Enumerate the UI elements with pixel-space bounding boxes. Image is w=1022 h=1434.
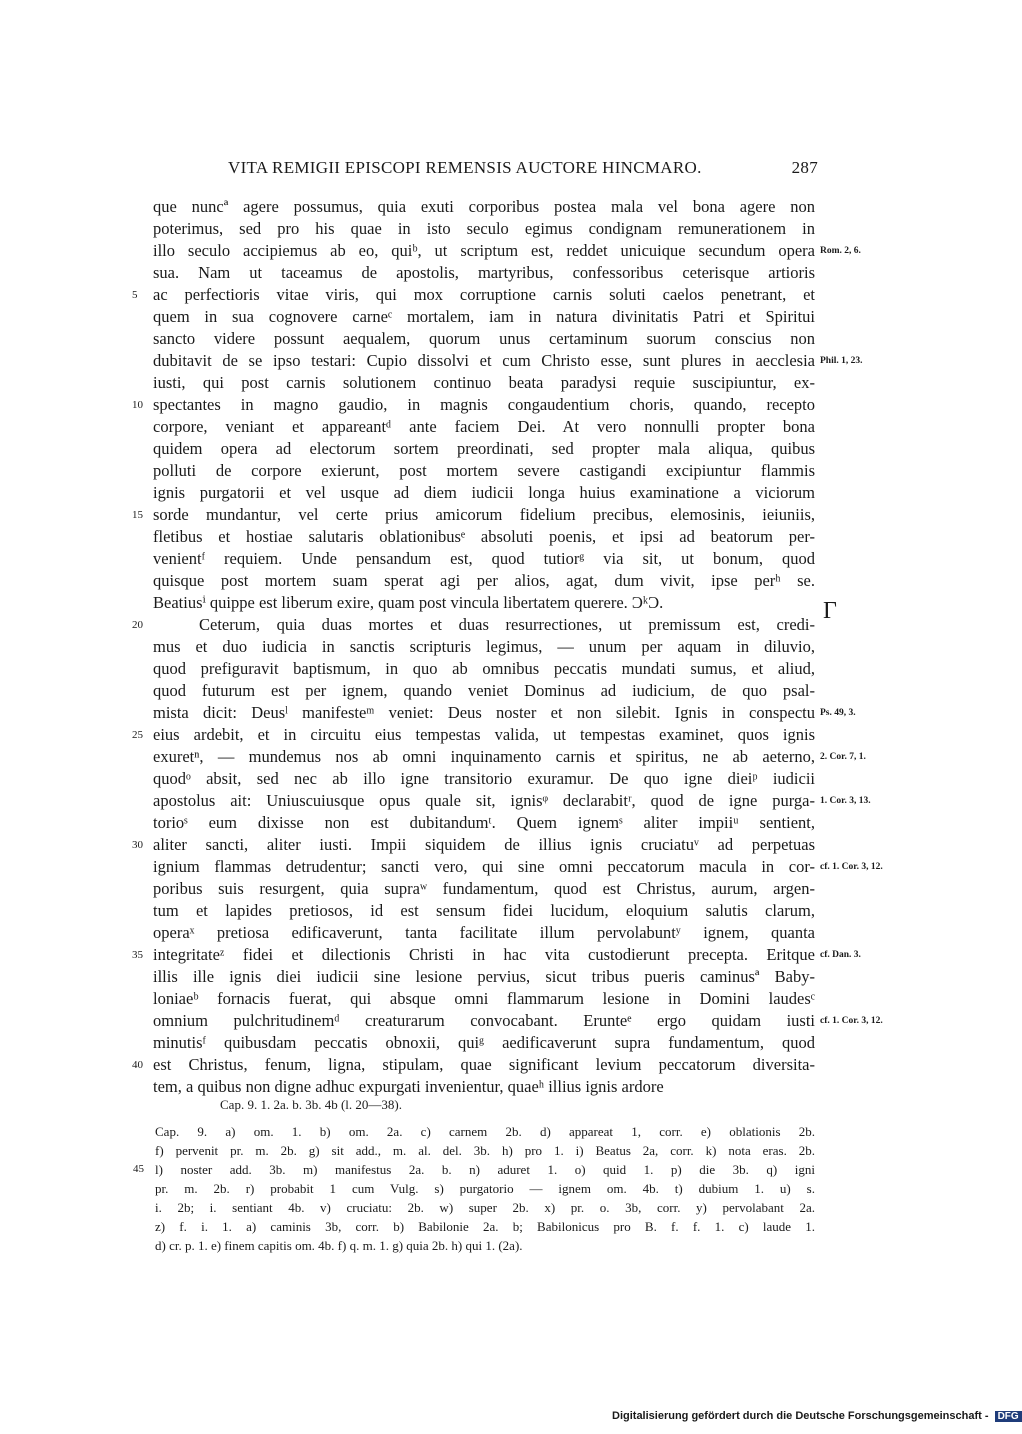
text-line: Beatiusⁱ quippe est liberum exire, quam post vincula libertatem querere. ϽᵏϽ. xyxy=(153,593,664,612)
text-line: operaˣ pretiosa edificaverunt, tanta facilitate illum pervolabuntʸ ignem, quanta xyxy=(153,923,815,942)
text-line: poribus suis resurgent, quia supraʷ fundamentum, quod est Christus, aurum, argen- xyxy=(153,879,815,898)
footnote-line: l) noster add. 3b. m) manifestus 2a. b. n) aduret 1. o) quid 1. p) die 3b. q) igni xyxy=(155,1162,815,1177)
footnote-line: z) f. i. 1. a) caminis 3b, corr. b) Babilonie 2a. b; Babilonicus pro B. f. f. 1. c) laude 1. xyxy=(155,1219,815,1234)
text-line: sorde mundantur, vel certe prius amicorum fidelium precibus, elemosinis, ieiuniis, xyxy=(153,505,815,524)
margin-reference: cf. Dan. 3. xyxy=(820,950,861,960)
text-line: omnium pulchritudinemᵈ creaturarum convocabant. Erunteᵉ ergo quidam iusti xyxy=(153,1011,815,1030)
text-line: est Christus, fenum, ligna, stipulam, quae significant levium peccatorum diversita- xyxy=(153,1055,815,1074)
text-line: illis ille ignis diei iudicii sine lesione pervius, sicut tribus pueris caminusª Baby- xyxy=(153,967,815,986)
text-line: corpore, veniant et appareantᵈ ante faciem Dei. At vero nonnulli propter bona xyxy=(153,417,815,436)
text-line: torioˢ eum dixisse non est dubitandumᵗ. Quem ignemˢ aliter impiiᵘ sentient, xyxy=(153,813,815,832)
text-line: apostolus ait: Uniuscuiusque opus quale sit, ignisᵠ declarabitʳ, quod de igne purga- xyxy=(153,791,815,810)
text-line: aliter sancti, aliter iusti. Impii siquidem de illius ignis cruciatuᵛ ad perpetuas xyxy=(153,835,815,854)
margin-reference: 2. Cor. 7, 1. xyxy=(820,752,866,762)
text-line: sancto videre possunt aequalem, quorum unus certaminum suorum conscius non xyxy=(153,329,815,348)
text-line: quem in sua cognovere carneᶜ mortalem, iam in natura divinitatis Patri et Spiritui xyxy=(153,307,815,326)
text-line: loniaeᵇ fornacis fuerat, qui absque omni flammarum lesione in Domini laudesᶜ xyxy=(153,989,815,1008)
footnote-line: pr. m. 2b. r) probabit 1 cum Vulg. s) purgatorio — ignem om. 4b. t) dubium 1. u) s. xyxy=(155,1181,815,1196)
text-line: venientᶠ requiem. Unde pensandum est, quod tutiorᵍ via sit, ut bonum, quod xyxy=(153,549,815,568)
line-number: 15 xyxy=(132,509,143,521)
margin-reference: cf. 1. Cor. 3, 12. xyxy=(820,1016,883,1026)
line-number: 10 xyxy=(132,399,143,411)
text-line: minutisᶠ quibusdam peccatis obnoxii, quiᵍ aedificaverunt supra fundamentum, quod xyxy=(153,1033,815,1052)
footnote-line: d) cr. p. 1. e) finem capitis om. 4b. f) q. m. 1. g) quia 2b. h) qui 1. (2a). xyxy=(155,1238,523,1253)
footnote-line: f) pervenit pr. m. 2b. g) sit add., m. al. del. 3b. h) pro 1. i) Beatus 2a, corr. k) nota eras. 2b. xyxy=(155,1143,815,1158)
text-line: Ceterum, quia duas mortes et duas resurrectiones, ut premissum est, credi- xyxy=(199,615,815,634)
text-line: poterimus, sed pro his quae in isto seculo egimus condignam remunerationem in xyxy=(153,219,815,238)
margin-reference: Rom. 2, 6. xyxy=(820,246,861,256)
text-line: mista dicit: Deusˡ manifesteᵐ veniet: Deus noster et non silebit. Ignis in conspectu xyxy=(153,703,815,722)
text-line: exuretⁿ, — mundemus nos ab omni inquinamento carnis et spiritus, ne ab aeterno, xyxy=(153,747,815,766)
text-line: illo seculo accipiemus ab eo, quiᵇ, ut scriptum est, reddet unicuique secundum opera xyxy=(153,241,815,260)
text-line: integritateᶻ fidei et dilectionis Christi in hac vita custodierunt precepta. Eritque xyxy=(153,945,815,964)
text-line: eius ardebit, et in circuitu eius tempestas valida, ut tempestas examinet, quos ignis xyxy=(153,725,815,744)
text-line: ignis purgatorii et vel usque ad diem iudicii longa huius examinatione a viciorum xyxy=(153,483,815,502)
margin-reference: Ps. 49, 3. xyxy=(820,708,856,718)
margin-reference: 1. Cor. 3, 13. xyxy=(820,796,871,806)
text-line: quod prefiguravit baptismum, in quo ab omnibus peccatis mundati sumus, et aliud, xyxy=(153,659,815,678)
margin-reference: Phil. 1, 23. xyxy=(820,356,863,366)
text-line: quidem opera ad electorum sortem preordinati, sed propter mala aliqua, quibus xyxy=(153,439,815,458)
text-line: spectantes in magno gaudio, in magnis congaudentium choris, quando, recepto xyxy=(153,395,815,414)
footnote-line: Cap. 9. a) om. 1. b) om. 2a. c) carnem 2b. d) appareat 1, corr. e) oblationis 2b. xyxy=(155,1124,815,1139)
line-number: 30 xyxy=(132,839,143,851)
text-line: que nuncª agere possumus, quia exuti corporibus postea mala vel bona agere non xyxy=(153,197,815,216)
text-line: quisque post mortem suam sperat agi per alios, agat, dum vivit, ipse perʰ se. xyxy=(153,571,815,590)
text-line: fletibus et hostiae salutaris oblationibusᵉ absoluti poenis, et ipsi ad beatorum per- xyxy=(153,527,815,546)
footnote-header: Cap. 9. 1. 2a. b. 3b. 4b (l. 20—38). xyxy=(220,1097,402,1112)
footnote-line-number: 45 xyxy=(133,1163,144,1175)
line-number: 25 xyxy=(132,729,143,741)
text-line: polluti de corpore exierunt, post mortem severe castigandi excipiuntur flammis xyxy=(153,461,815,480)
text-line: ac perfectioris vitae viris, qui mox corruptione carnis soluti caelos penetrant, et xyxy=(153,285,815,304)
line-number: 40 xyxy=(132,1059,143,1071)
line-number: 20 xyxy=(132,619,143,631)
text-line: sua. Nam ut taceamus de apostolis, martyribus, confessoribus ceterisque artioris xyxy=(153,263,815,282)
footer-text: Digitalisierung gefördert durch die Deutsche Forschungsgemeinschaft - xyxy=(612,1410,989,1422)
footnote-line: i. 2b; i. sentiant 4b. v) cruciatu: 2b. w) super 2b. x) pr. o. 3b, corr. y) pervolabant 2a. xyxy=(155,1200,815,1215)
text-line: quodᵒ absit, sed nec ab illo igne transitorio exuramur. De quo igne dieiᵖ iudicii xyxy=(153,769,815,788)
digitization-footer xyxy=(612,1410,1022,1422)
line-number: 35 xyxy=(132,949,143,961)
text-line: iusti, qui post carnis solutionem continuo beata paradysi requie suscipiuntur, ex- xyxy=(153,373,815,392)
running-title: VITA REMIGII EPISCOPI REMENSIS AUCTORE HINCMARO. xyxy=(228,158,702,177)
text-line: mus et duo iudicia in sanctis scripturis legimus, — unum per aquam in diluvio, xyxy=(153,637,815,656)
line-number: 5 xyxy=(132,289,138,301)
page-number: 287 xyxy=(791,158,818,177)
text-line: tem, a quibus non digne adhuc expurgati invenientur, quaeʰ illius ignis ardore xyxy=(153,1077,664,1096)
text-line: ignium flammas detrudentur; sancti vero, qui sine omni peccatorum macula in cor- xyxy=(153,857,815,876)
dfg-logo: DFG xyxy=(995,1411,1022,1422)
text-line: quod futurum est per ignem, quando veniet Dominus ad iudicium, de quo psal- xyxy=(153,681,815,700)
text-line: dubitavit de se ipso testari: Cupio dissolvi et cum Christo esse, sunt plures in aecclesia xyxy=(153,351,815,370)
margin-reference: cf. 1. Cor. 3, 12. xyxy=(820,862,883,872)
text-line: tum et lapides pretiosos, id est sensum fidei lucidum, eloquium salutis clarum, xyxy=(153,901,815,920)
section-bracket-mark: Γ xyxy=(823,598,837,624)
